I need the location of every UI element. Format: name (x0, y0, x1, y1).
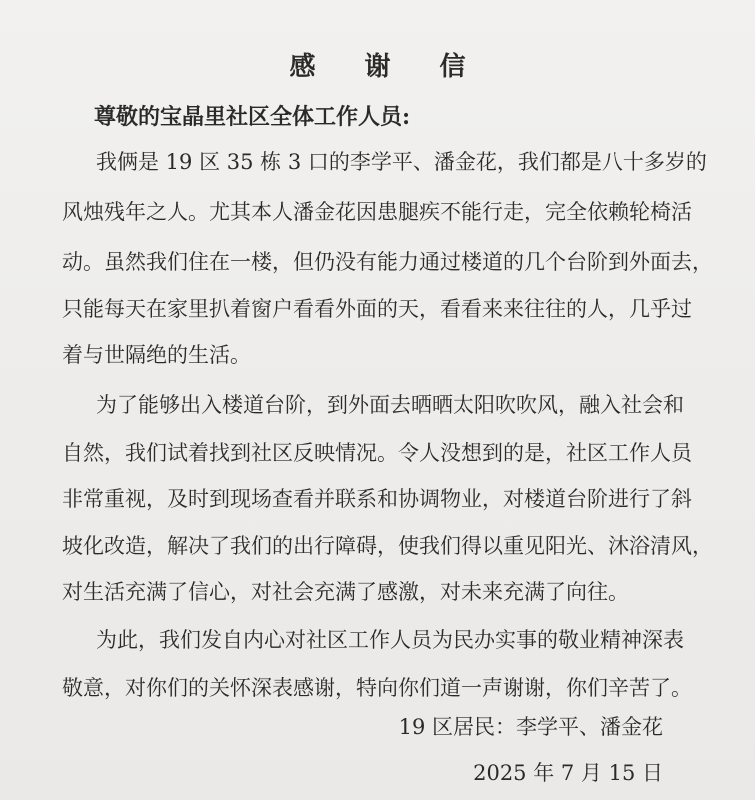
paragraph-line: 敬意，对你们的关怀深表感谢，特向你们道一声谢谢，你们辛苦了。 (62, 676, 692, 700)
paragraph-line: 为此，我们发自内心对社区工作人员为民办实事的敬业精神深表 (96, 628, 684, 652)
letter-title: 感 谢 信 (289, 52, 486, 82)
paragraph-line: 我俩是 19 区 35 栋 3 口的李学平、潘金花，我们都是八十多岁的 (96, 150, 707, 174)
paragraph-line: 动。虽然我们住在一楼，但仍没有能力通过楼道的几个台阶到外面去， (62, 250, 713, 274)
paragraph-line: 非常重视，及时到现场查看并联系和协调物业，对楼道台阶进行了斜 (62, 487, 692, 511)
letter-date: 2025 年 7 月 15 日 (473, 761, 663, 785)
paragraph-line: 只能每天在家里扒着窗户看看外面的天，看看来来往往的人，几乎过 (62, 297, 692, 321)
paragraph-line: 对生活充满了信心，对社会充满了感激，对未来充满了向往。 (62, 580, 629, 604)
paragraph-line: 着与世隔绝的生活。 (62, 343, 251, 367)
paragraph-line: 坡化改造，解决了我们的出行障碍，使我们得以重见阳光、沐浴清风， (62, 534, 713, 558)
paragraph-line: 风烛残年之人。尤其本人潘金花因患腿疾不能行走，完全依赖轮椅活 (62, 200, 692, 224)
paragraph-line: 为了能够出入楼道台阶，到外面去晒晒太阳吹吹风，融入社会和 (96, 393, 684, 417)
letter-salutation: 尊敬的宝晶里社区全体工作人员: (94, 104, 411, 130)
letter-signature: 19 区居民：李学平、潘金花 (398, 715, 663, 739)
paragraph-line: 自然，我们试着找到社区反映情况。令人没想到的是，社区工作人员 (62, 441, 692, 465)
